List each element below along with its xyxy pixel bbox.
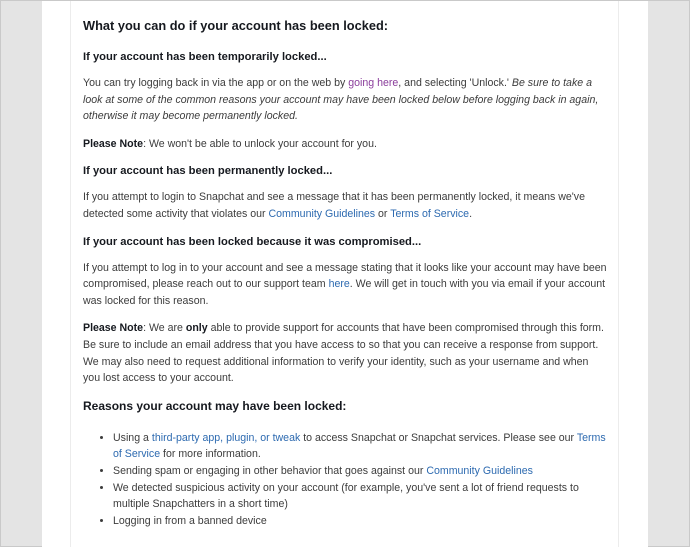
note-1 (83, 136, 607, 153)
list-item (113, 430, 607, 463)
note-2-only: only (185, 322, 208, 335)
main-heading: What you can do if your account has been locked: (83, 18, 389, 33)
going-here-link[interactable]: going here (348, 77, 399, 89)
terms-of-service-link[interactable]: Terms of Service (390, 207, 470, 220)
temporary-text-a: You can try logging back in via the app or on the web by (83, 77, 349, 89)
temporary-paragraph (83, 75, 607, 125)
reasons-heading: Reasons your account may have been locked: (83, 398, 347, 413)
page-background (42, 1, 648, 547)
note-1-label: Please Note (83, 137, 144, 150)
reason-1-text-a: Using a (113, 431, 152, 444)
temporary-heading: If your account has been temporarily locked... (83, 51, 327, 63)
permanent-heading: If your account has been permanently locked... (83, 165, 333, 178)
compromised-text-a: If you attempt to log in to your account and see a message stating that it looks like your account may have been compromised, please reach out to our support team (83, 261, 607, 291)
compromised-paragraph (83, 260, 607, 310)
compromised-heading: If your account has been locked because it was compromised... (83, 235, 422, 248)
community-guidelines-link-2[interactable]: Community Guidelines (426, 464, 533, 477)
permanent-text-end: . (469, 207, 473, 220)
note-2-text-b: able to provide support for accounts that have been compromised through this form. Be sure to include an email address that you have access to so that you can receive a response from support. We may also need to request additional information to verify your identity, such as your username and when you lost access to your account. (83, 322, 604, 385)
permanent-paragraph (83, 189, 607, 222)
list-item (113, 513, 607, 530)
note-1-text: : We won't be able to unlock your account for you. (143, 137, 377, 150)
reason-1-text-b: to access Snapchat or Snapchat services. Please see our (300, 431, 577, 444)
note-2-label: Please Note (83, 322, 144, 335)
list-item (113, 463, 607, 480)
article-content (83, 1, 607, 529)
reasons-list (83, 430, 607, 530)
support-here-link[interactable]: here (328, 278, 350, 291)
temporary-emphasis: Be sure to take a look at some of the common reasons your account may have been locked below before logging back in again, otherwise it may become permanently locked. (83, 77, 599, 123)
compromised-text-b: . We will get in touch with you via email if your account was locked for this reason. (83, 278, 606, 307)
right-gutter (649, 1, 689, 546)
reason-2-text-a: Sending spam or engaging in other behavior that goes against our (113, 464, 427, 477)
note-2-text-a: : We are (143, 322, 186, 335)
temporary-text-b: , and selecting 'Unlock.' (398, 77, 512, 89)
note-2 (83, 320, 607, 386)
permanent-text-or: or (375, 207, 391, 220)
community-guidelines-link[interactable]: Community Guidelines (268, 207, 376, 220)
reason-3-text: We detected suspicious activity on your account (for example, you've sent a lot of friend requests to multiple Snapchatters in a short time) (113, 481, 579, 511)
reason-1-text-c: for more information. (160, 448, 261, 461)
permanent-text-a: If you attempt to login to Snapchat and see a message that it has been permanently locked, it means we've detected some activity that violates our (83, 191, 585, 220)
left-gutter (1, 1, 41, 546)
third-party-app-link[interactable]: third-party app, plugin, or tweak (151, 431, 301, 444)
reason-4-text: Logging in from a banned device (113, 514, 267, 527)
list-item (113, 480, 607, 513)
terms-of-service-link-2[interactable]: Terms of Service (113, 431, 606, 461)
article-card (70, 1, 619, 547)
